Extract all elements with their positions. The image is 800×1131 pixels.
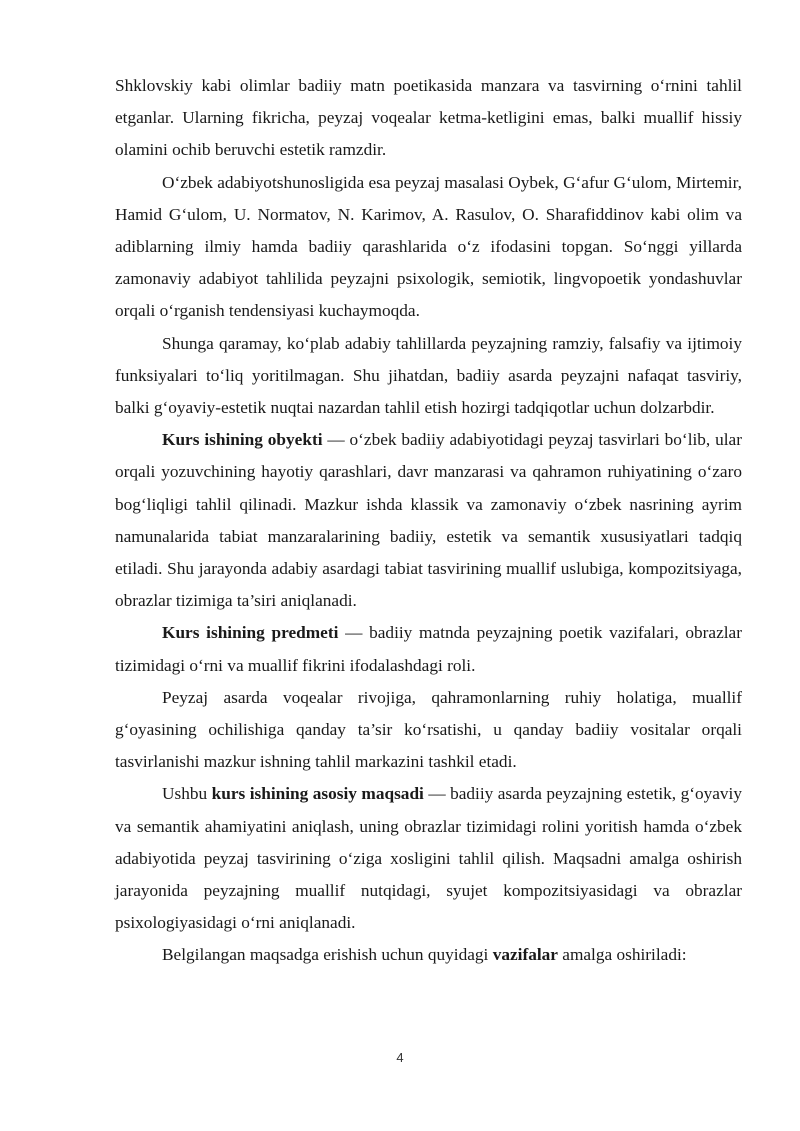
paragraph-lead-text: Belgilangan maqsadga erishish uchun quyidagi	[162, 945, 493, 965]
research-goal-heading: kurs ishining asosiy maqsadi	[211, 784, 424, 804]
paragraph-relevance	[115, 328, 742, 425]
document-page	[115, 70, 742, 972]
paragraph-lead-text: Ushbu	[162, 784, 212, 804]
paragraph-text: amalga oshiriladi:	[557, 945, 687, 965]
paragraph-text: O‘zbek adabiyotshunosligida esa peyzaj masalasi Oybek, G‘afur G‘ulom, Mirtemir, Hamid G‘ulom, U. Normatov, N. Karimov, A. Rasulov, O. Sharafiddinov kabi olim va adiblarning ilmiy hamda badiiy qarashlarida o‘z ifodasini topgan. So‘nggi yillarda zamonaviy adabiyot tahlilida peyzajni psixologik, semiotik, lingvopoetik yondashuvlar orqali o‘rganish tendensiyasi kuchaymoqda.	[115, 172, 742, 321]
paragraph-text: Shklovskiy kabi olimlar badiiy matn poetikasida manzara va tasvirning o‘rnini tahlil etganlar. Ularning fikricha, peyzaj voqealar ketma-ketligini emas, balki muallif hissiy olamini ochib beruvchi estetik ramzdir.	[115, 76, 742, 160]
page-number: 4	[396, 1050, 404, 1065]
paragraph-text: — badiiy matnda peyzajning poetik vazifalari, obrazlar tizimidagi o‘rni va muallif fikrini ifodalashdagi roli.	[115, 623, 742, 675]
tasks-heading: vazifalar	[492, 945, 558, 965]
paragraph-research-goal	[115, 778, 742, 939]
paragraph-uzbek-scholarship	[115, 167, 742, 328]
paragraph-text: Shunga qaramay, ko‘plab adabiy tahlillarda peyzajning ramziy, falsafiy va ijtimoiy funksiyalari to‘liq yoritilmagan. Shu jihatdan, badiiy asarda peyzajni nafaqat tasviriy, balki g‘oyaviy-estetik nuqtai nazardan tahlil etish hozirgi tadqiqotlar uchun dolzarbdir.	[115, 333, 742, 418]
paragraph-text: — o‘zbek badiiy adabiyotidagi peyzaj tasvirlari bo‘lib, ular orqali yozuvchining hayotiy qarashlari, davr manzarasi va qahramon ruhiyatining o‘zaro bog‘liqligi tahlil qilinadi. Mazkur ishda klassik va zamonaviy o‘zbek nasrining ayrim namunalarida tabiat manzaralarining badiiy, estetik va semantik xususiyatlari tadqiq etiladi. Shu jarayonda adabiy asardagi tabiat tasvirining muallif uslubiga, kompozitsiyaga, obrazlar tizimiga ta’siri aniqlanadi.	[115, 430, 742, 611]
research-object-heading: Kurs ishining obyekti	[162, 430, 323, 450]
research-subject-heading: Kurs ishining predmeti	[162, 623, 339, 643]
paragraph-tasks-intro	[115, 939, 742, 971]
paragraph-analysis-focus	[115, 682, 742, 779]
paragraph-text: — badiiy asarda peyzajning estetik, g‘oyaviy va semantik ahamiyatini aniqlash, uning obrazlar tizimidagi rolini yoritish hamda o‘zbek adabiyotida peyzaj tasvirining o‘ziga xosligini tahlil qilish. Maqsadni amalga oshirish jarayonida peyzajning muallif nutqidagi, syujet kompozitsiyasidagi va obrazlar psixologiyasidagi o‘rni aniqlanadi.	[115, 784, 742, 933]
paragraph-research-object	[115, 424, 742, 617]
paragraph-research-subject	[115, 617, 742, 681]
paragraph-text: Peyzaj asarda voqealar rivojiga, qahramonlarning ruhiy holatiga, muallif g‘oyasining ochilishiga qanday ta’sir ko‘rsatishi, u qanday badiiy vositalar orqali tasvirlanishi mazkur ishning tahlil markazini tashkil etadi.	[115, 687, 742, 772]
paragraph-intro-continuation	[115, 70, 742, 167]
